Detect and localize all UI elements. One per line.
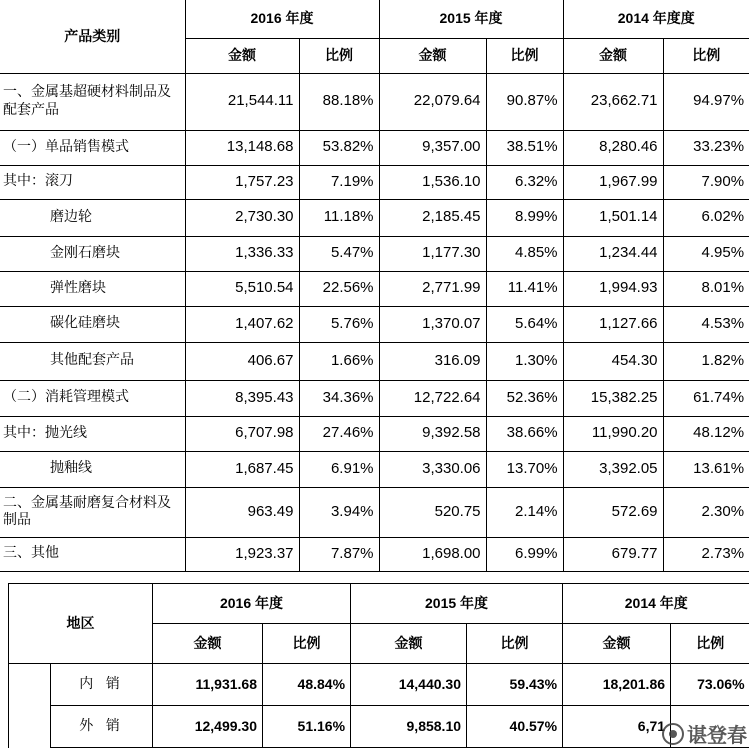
row-label: 金刚石磨块	[0, 236, 185, 271]
ratio-cell: 88.18%	[299, 73, 379, 130]
ratio-cell: 13.61%	[663, 451, 749, 487]
amount-cell: 1,698.00	[379, 537, 486, 571]
region-table	[8, 583, 749, 748]
header-year-2016: 2016 年度	[185, 0, 379, 38]
ratio-cell: 6.99%	[486, 537, 563, 571]
wechat-logo-icon	[662, 723, 684, 745]
row-label: 其中：抛光线	[0, 416, 185, 451]
ratio-cell: 7.87%	[299, 537, 379, 571]
ratio-cell: 2.30%	[663, 487, 749, 537]
ratio-cell: 33.23%	[663, 130, 749, 165]
amount-cell: 2,771.99	[379, 271, 486, 306]
ratio-cell: 6.91%	[299, 451, 379, 487]
row-label: 碳化硅磨块	[0, 306, 185, 342]
ratio-cell: 11.41%	[486, 271, 563, 306]
amount-cell: 1,501.14	[563, 199, 663, 236]
ratio-cell: 1.30%	[486, 342, 563, 380]
row-label: 二、金属基耐磨复合材料及制品	[0, 487, 185, 537]
header-year-2015: 2015 年度	[351, 584, 563, 624]
product-table-body	[0, 73, 749, 571]
amount-cell: 5,510.54	[185, 271, 299, 306]
ratio-cell: 1.66%	[299, 342, 379, 380]
ratio-cell: 94.97%	[663, 73, 749, 130]
table-row	[0, 165, 749, 199]
ratio-cell: 38.66%	[486, 416, 563, 451]
row-label: 三、其他	[0, 537, 185, 571]
ratio-cell: 52.36%	[486, 380, 563, 416]
amount-cell: 11,990.20	[563, 416, 663, 451]
ratio-cell: 90.87%	[486, 73, 563, 130]
amount-cell: 1,127.66	[563, 306, 663, 342]
amount-cell: 679.77	[563, 537, 663, 571]
amount-cell: 12,499.30	[153, 706, 263, 748]
amount-cell: 3,330.06	[379, 451, 486, 487]
amount-cell: 23,662.71	[563, 73, 663, 130]
table-row	[9, 664, 749, 706]
header-amount: 金额	[153, 624, 263, 664]
ratio-cell: 11.18%	[299, 199, 379, 236]
amount-cell: 406.67	[185, 342, 299, 380]
header-category: 产品类别	[0, 0, 185, 73]
region-table-body	[9, 664, 749, 748]
amount-cell: 1,967.99	[563, 165, 663, 199]
amount-cell: 454.30	[563, 342, 663, 380]
row-label: 一、金属基超硬材料制品及配套产品	[0, 73, 185, 130]
ratio-cell: 8.99%	[486, 199, 563, 236]
ratio-cell: 8.01%	[663, 271, 749, 306]
amount-cell: 1,234.44	[563, 236, 663, 271]
ratio-cell: 59.43%	[467, 664, 563, 706]
amount-cell: 1,536.10	[379, 165, 486, 199]
amount-cell: 1,177.30	[379, 236, 486, 271]
table-row	[0, 199, 749, 236]
amount-cell: 15,382.25	[563, 380, 663, 416]
ratio-cell: 4.53%	[663, 306, 749, 342]
amount-cell: 2,185.45	[379, 199, 486, 236]
ratio-cell: 40.57%	[467, 706, 563, 748]
ratio-cell: 2.14%	[486, 487, 563, 537]
header-ratio: 比例	[671, 624, 749, 664]
table-row	[0, 451, 749, 487]
amount-cell: 21,544.11	[185, 73, 299, 130]
amount-cell: 11,931.68	[153, 664, 263, 706]
header-ratio: 比例	[299, 38, 379, 73]
ratio-cell: 1.82%	[663, 342, 749, 380]
ratio-cell: 51.16%	[263, 706, 351, 748]
table-row	[0, 73, 749, 130]
amount-cell: 1,336.33	[185, 236, 299, 271]
header-amount: 金额	[563, 624, 671, 664]
row-label: 其中：滚刀	[0, 165, 185, 199]
ratio-cell: 4.85%	[486, 236, 563, 271]
table-row	[9, 706, 749, 748]
amount-cell: 22,079.64	[379, 73, 486, 130]
region-label: 外 销	[51, 706, 153, 748]
ratio-cell: 48.12%	[663, 416, 749, 451]
table-row	[0, 130, 749, 165]
header-ratio: 比例	[263, 624, 351, 664]
ratio-cell: 2.73%	[663, 537, 749, 571]
header-year-2014: 2014 年度	[563, 584, 749, 624]
row-label: 其他配套产品	[0, 342, 185, 380]
table-row	[0, 416, 749, 451]
amount-cell: 6,707.98	[185, 416, 299, 451]
amount-cell: 1,994.93	[563, 271, 663, 306]
amount-cell: 8,395.43	[185, 380, 299, 416]
ratio-cell: 5.76%	[299, 306, 379, 342]
row-label: 抛釉线	[0, 451, 185, 487]
amount-cell: 13,148.68	[185, 130, 299, 165]
table-row	[0, 306, 749, 342]
amount-cell: 1,407.62	[185, 306, 299, 342]
region-label: 内 销	[51, 664, 153, 706]
amount-cell: 1,923.37	[185, 537, 299, 571]
region-spacer-cell	[9, 664, 51, 748]
amount-cell: 18,201.86	[563, 664, 671, 706]
row-label: （二）消耗管理模式	[0, 380, 185, 416]
ratio-cell: 13.70%	[486, 451, 563, 487]
header-ratio: 比例	[467, 624, 563, 664]
ratio-cell: 6.02%	[663, 199, 749, 236]
amount-cell: 9,392.58	[379, 416, 486, 451]
table-row	[0, 342, 749, 380]
ratio-cell: 38.51%	[486, 130, 563, 165]
table-row	[0, 271, 749, 306]
ratio-cell: 53.82%	[299, 130, 379, 165]
header-year-2015: 2015 年度	[379, 0, 563, 38]
ratio-cell: 73.06%	[671, 664, 749, 706]
header-ratio: 比例	[663, 38, 749, 73]
ratio-cell: 4.95%	[663, 236, 749, 271]
table-row	[0, 236, 749, 271]
ratio-cell: 5.47%	[299, 236, 379, 271]
ratio-cell: 27.46%	[299, 416, 379, 451]
header-amount: 金额	[563, 38, 663, 73]
ratio-cell: 48.84%	[263, 664, 351, 706]
amount-cell: 8,280.46	[563, 130, 663, 165]
ratio-cell: 3.94%	[299, 487, 379, 537]
row-label: 弹性磨块	[0, 271, 185, 306]
ratio-cell: 5.64%	[486, 306, 563, 342]
table-row	[0, 487, 749, 537]
row-label: （一）单品销售模式	[0, 130, 185, 165]
amount-cell: 3,392.05	[563, 451, 663, 487]
amount-cell: 6,71	[563, 706, 671, 748]
amount-cell: 9,858.10	[351, 706, 467, 748]
amount-cell: 963.49	[185, 487, 299, 537]
header-year-2016: 2016 年度	[153, 584, 351, 624]
amount-cell: 520.75	[379, 487, 486, 537]
amount-cell: 1,687.45	[185, 451, 299, 487]
ratio-cell: 7.19%	[299, 165, 379, 199]
ratio-cell: 6.32%	[486, 165, 563, 199]
row-label: 磨边轮	[0, 199, 185, 236]
header-amount: 金额	[351, 624, 467, 664]
amount-cell: 14,440.30	[351, 664, 467, 706]
watermark	[662, 719, 747, 748]
header-amount: 金额	[185, 38, 299, 73]
header-region: 地区	[9, 584, 153, 664]
table-row	[0, 380, 749, 416]
ratio-cell: 22.56%	[299, 271, 379, 306]
table-row	[0, 537, 749, 571]
watermark-text: 谌登春	[687, 723, 747, 747]
amount-cell: 1,757.23	[185, 165, 299, 199]
ratio-cell: 61.74%	[663, 380, 749, 416]
header-year-2014: 2014 年度度	[563, 0, 749, 38]
amount-cell: 316.09	[379, 342, 486, 380]
header-ratio: 比例	[486, 38, 563, 73]
amount-cell: 12,722.64	[379, 380, 486, 416]
ratio-cell: 34.36%	[299, 380, 379, 416]
amount-cell: 572.69	[563, 487, 663, 537]
header-amount: 金额	[379, 38, 486, 73]
ratio-cell: 7.90%	[663, 165, 749, 199]
amount-cell: 2,730.30	[185, 199, 299, 236]
amount-cell: 9,357.00	[379, 130, 486, 165]
amount-cell: 1,370.07	[379, 306, 486, 342]
